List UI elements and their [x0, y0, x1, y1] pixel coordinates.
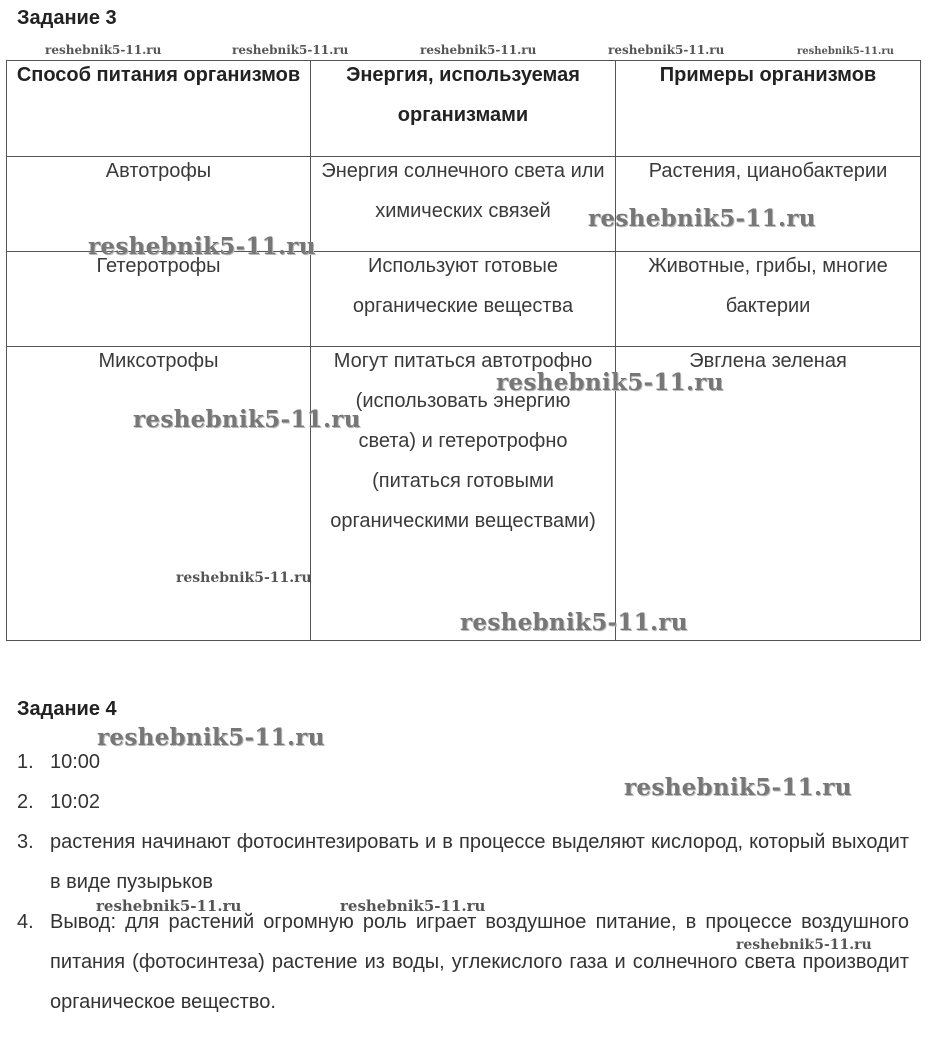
- table-cell: Используют готовые органические вещества: [311, 252, 616, 347]
- answer-list: [17, 742, 909, 1022]
- header-cell: Способ питания организмов: [7, 61, 311, 157]
- header-cell: Примеры организмов: [616, 61, 921, 157]
- table-cell: Автотрофы: [7, 157, 311, 252]
- header-cell: Энергия, используемая организмами: [311, 61, 616, 157]
- table-cell: Эвглена зеленая: [616, 347, 921, 641]
- watermark: reshebnik5-11.ru: [176, 570, 312, 586]
- watermark: reshebnik5-11.ru: [797, 46, 894, 57]
- watermark: reshebnik5-11.ru: [588, 205, 816, 232]
- watermark: reshebnik5-11.ru: [88, 233, 316, 260]
- table-cell: Миксотрофы: [7, 347, 311, 641]
- watermark: reshebnik5-11.ru: [608, 43, 725, 57]
- table-header-row: [7, 61, 921, 157]
- watermark: reshebnik5-11.ru: [496, 369, 724, 396]
- table-cell: Животные, грибы, многие бактерии: [616, 252, 921, 347]
- table-row: [7, 252, 921, 347]
- watermark: reshebnik5-11.ru: [232, 43, 349, 57]
- list-item: 2. 10:02: [17, 791, 101, 813]
- watermark: reshebnik5-11.ru: [340, 897, 486, 915]
- watermark: reshebnik5-11.ru: [96, 897, 242, 915]
- watermark: reshebnik5-11.ru: [624, 774, 852, 801]
- watermark: reshebnik5-11.ru: [420, 43, 537, 57]
- watermark: reshebnik5-11.ru: [133, 406, 361, 433]
- task4-title: Задание 4: [17, 698, 117, 720]
- nutrition-table: [6, 60, 921, 641]
- table-cell: Могут питаться автотрофно (использовать энергию света) и гетеротрофно (питаться готовыми органическими веществами): [311, 347, 616, 641]
- list-item: 4. Вывод: для растений огромную роль играет воздушное питание, в процессе воздушного питания (фотосинтеза) растение из воды, углекислого газа и солнечного света производит органическое вещество.: [17, 911, 909, 1013]
- list-item: 3. растения начинают фотосинтезировать и в процессе выделяют кислород, который выходит в виде пузырьков: [17, 831, 909, 893]
- watermark: reshebnik5-11.ru: [460, 609, 688, 636]
- task3-title: Задание 3: [17, 7, 117, 29]
- list-item: 1. 10:00: [17, 751, 101, 773]
- table-row: [7, 157, 921, 252]
- watermark: reshebnik5-11.ru: [97, 724, 325, 751]
- watermark: reshebnik5-11.ru: [736, 937, 872, 953]
- watermark: reshebnik5-11.ru: [45, 43, 162, 57]
- table-cell: Энергия солнечного света или химических связей: [311, 157, 616, 252]
- table-cell: Гетеротрофы: [7, 252, 311, 347]
- table-row: [7, 347, 921, 641]
- table-cell: Растения, цианобактерии: [616, 157, 921, 252]
